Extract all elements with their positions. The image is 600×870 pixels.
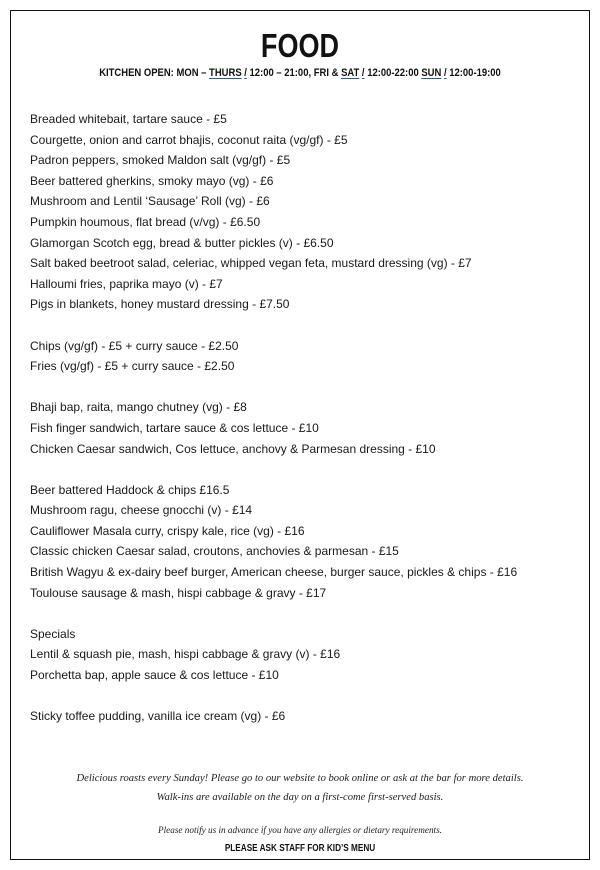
hours-thurs: THURS — [209, 67, 242, 79]
menu-item: Glamorgan Scotch egg, bread & butter pickles (v) - £6.50 — [30, 235, 334, 250]
menu-item: Salt baked beetroot salad, celeriac, whipped vegan feta, mustard dressing (vg) - £7 — [30, 256, 472, 271]
menu-item: Mushroom and Lentil ‘Sausage’ Roll (vg) - £6 — [30, 194, 270, 209]
menu-item: Padron peppers, smoked Maldon salt (vg/gf) - £5 — [30, 153, 291, 168]
hours-time-3: 12:00-19:00 — [449, 67, 501, 79]
menu-item: Beer battered Haddock & chips £16.5 — [30, 482, 230, 497]
menu-item: Mushroom ragu, cheese gnocchi (v) - £14 — [30, 503, 253, 518]
roast-line-1: Delicious roasts every Sunday! Please go to our website to book online or ask at the bar for more details. — [76, 773, 524, 784]
page-title: FOOD — [260, 27, 340, 64]
menu-item: Chicken Caesar sandwich, Cos lettuce, anchovy & Parmesan dressing - £10 — [30, 441, 436, 456]
kitchen-hours — [42, 67, 558, 79]
menu-item: Cauliflower Masala curry, crispy kale, rice (vg) - £16 — [30, 523, 305, 538]
roast-line-2: Walk-ins are available on the day on a first-come first-served basis. — [156, 792, 444, 803]
menu-item: Lentil & squash pie, mash, hispi cabbage & gravy (v) - £16 — [30, 647, 341, 662]
hours-sep-2: / — [361, 67, 365, 79]
menu-list — [30, 109, 580, 747]
menu-item: Bhaji bap, raita, mango chutney (vg) - £8 — [30, 400, 247, 415]
roast-note — [0, 769, 600, 807]
menu-item: Pigs in blankets, honey mustard dressing - £7.50 — [30, 297, 290, 312]
hours-fri: FRI & — [313, 67, 339, 79]
menu-item: Chips (vg/gf) - £5 + curry sauce - £2.50 — [30, 338, 239, 353]
menu-section — [30, 397, 580, 459]
menu-item: Fries (vg/gf) - £5 + curry sauce - £2.50 — [30, 359, 235, 374]
hours-sun: SUN — [421, 67, 442, 79]
menu-section — [30, 706, 580, 727]
kitchen-open-label: KITCHEN OPEN: — [99, 67, 174, 79]
allergy-note: Please notify us in advance if you have any allergies or dietary requirements. — [158, 825, 442, 835]
hours-sat: SAT — [341, 67, 360, 79]
menu-item: Sticky toffee pudding, vanilla ice cream (vg) - £6 — [30, 709, 286, 724]
menu-item: British Wagyu & ex-dairy beef burger, American cheese, burger sauce, pickles & chips - £16 — [30, 565, 518, 580]
kids-menu-note: PLEASE ASK STAFF FOR KID’S MENU — [224, 843, 376, 854]
menu-section — [30, 336, 580, 377]
menu-item: Porchetta bap, apple sauce & cos lettuce - £10 — [30, 668, 279, 683]
hours-sep-1: / — [244, 67, 247, 79]
menu-section — [30, 480, 580, 604]
hours-sep-3: / — [443, 67, 447, 79]
menu-item: Classic chicken Caesar salad, croutons, anchovies & parmesan - £15 — [30, 544, 399, 559]
menu-item: Courgette, onion and carrot bhajis, coconut raita (vg/gf) - £5 — [30, 132, 348, 147]
menu-section — [30, 624, 580, 686]
menu-item: Fish finger sandwich, tartare sauce & cos lettuce - £10 — [30, 420, 319, 435]
menu-item: Toulouse sausage & mash, hispi cabbage & gravy - £17 — [30, 585, 327, 600]
hours-time-1: 12:00 – 21:00, — [249, 67, 312, 79]
menu-section — [30, 109, 580, 315]
hours-time-2: 12:00-22:00 — [367, 67, 419, 79]
menu-item: Breaded whitebait, tartare sauce - £5 — [30, 112, 227, 126]
menu-item: Beer battered gherkins, smoky mayo (vg) - £6 — [30, 173, 274, 188]
menu-item: Halloumi fries, paprika mayo (v) - £7 — [30, 276, 223, 291]
menu-item: Specials — [30, 626, 76, 641]
menu-item: Pumpkin houmous, flat bread (v/vg) - £6.50 — [30, 214, 261, 229]
hours-mon: MON – — [176, 67, 207, 79]
